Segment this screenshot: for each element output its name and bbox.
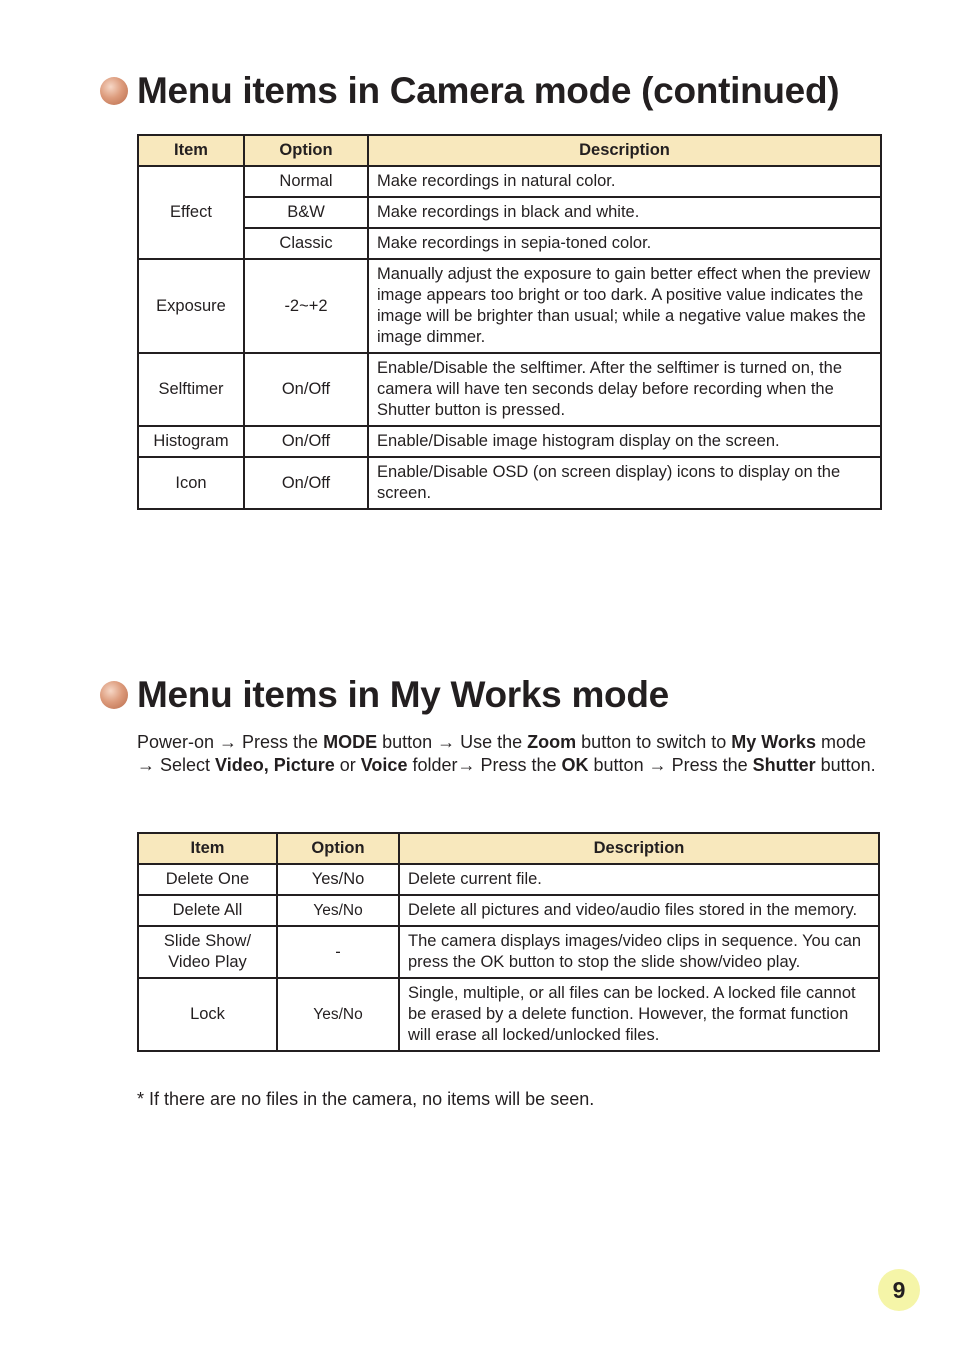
table-row [138, 864, 879, 895]
cell-item: Histogram [138, 426, 244, 457]
bullet-icon [100, 77, 128, 105]
table-header-row [138, 833, 879, 864]
table-row [138, 228, 881, 259]
cell-option: B&W [244, 197, 368, 228]
header-item: Item [138, 135, 244, 166]
footnote: * If there are no files in the camera, no items will be seen. [137, 1089, 595, 1109]
camera-section-title: Menu items in Camera mode (continued) [137, 70, 840, 111]
instruction-bold: My Works [731, 732, 816, 752]
header-description: Description [399, 833, 879, 864]
cell-item: Selftimer [138, 353, 244, 426]
instruction-text: button. [815, 755, 876, 775]
cell-description: Single, multiple, or all files can be locked. A locked file cannot be erased by a delete function. However, the format function will erase all locked/unlocked files. [399, 978, 879, 1051]
instruction-text: or [334, 755, 361, 775]
table-row [138, 166, 881, 197]
table-row [138, 197, 881, 228]
cell-item: Exposure [138, 259, 244, 353]
instruction-bold: Shutter [752, 755, 816, 775]
cell-item [138, 864, 277, 895]
cell-description: Make recordings in sepia-toned color. [368, 228, 881, 259]
cell-item [138, 926, 277, 978]
table-row [138, 895, 879, 926]
table-header-row [138, 135, 881, 166]
instruction-bold: Video, Picture [215, 755, 335, 775]
cell-description: The camera displays images/video clips in sequence. You can press the OK button to stop the slide show/video play. [399, 926, 879, 978]
myworks-menu-table [137, 832, 880, 1052]
table-row [138, 457, 881, 509]
cell-option: On/Off [244, 353, 368, 426]
instruction-text: button to switch to [576, 732, 732, 752]
cell-item-line: Delete One [165, 870, 250, 888]
cell-description: Delete all pictures and video/audio files stored in the memory. [399, 895, 879, 926]
cell-option: Classic [244, 228, 368, 259]
camera-menu-table [137, 134, 882, 510]
bullet-icon [100, 681, 128, 709]
cell-item-line: Lock [190, 1005, 225, 1023]
table-row [138, 978, 879, 1051]
instruction-bold: Zoom [527, 732, 577, 752]
instruction-bold: OK [561, 755, 589, 775]
cell-description: Enable/Disable the selftimer. After the selftimer is turned on, the camera will have ten seconds delay before recording when the Shutter button is pressed. [368, 353, 881, 426]
cell-item [138, 895, 277, 926]
instruction-text: button → Use the [377, 732, 528, 752]
instruction-text: button → Press the [588, 755, 753, 775]
cell-option: Yes/No [277, 895, 399, 926]
cell-item: Effect [138, 166, 244, 259]
camera-section-heading [100, 70, 839, 112]
cell-description: Delete current file. [399, 864, 879, 895]
cell-option: Yes/No [277, 978, 399, 1051]
cell-description: Manually adjust the exposure to gain better effect when the preview image appears too bright or too dark. A positive value indicates the image will be brighter than usual; while a negative value makes the image dimmer. [368, 259, 881, 353]
instruction-bold: Voice [360, 755, 408, 775]
header-option: Option [244, 135, 368, 166]
cell-option: On/Off [244, 426, 368, 457]
table-row [138, 426, 881, 457]
instruction-text: Power-on → Press the [137, 732, 324, 752]
cell-option: On/Off [244, 457, 368, 509]
page-number: 9 [878, 1269, 920, 1311]
cell-option: -2~+2 [244, 259, 368, 353]
myworks-instructions [137, 731, 877, 777]
cell-item: Icon [138, 457, 244, 509]
header-item: Item [138, 833, 277, 864]
myworks-section-heading [100, 674, 669, 716]
header-description: Description [368, 135, 881, 166]
table-row [138, 353, 881, 426]
cell-item-line: Slide Show/ [163, 932, 252, 950]
cell-item [138, 978, 277, 1051]
instruction-text: mode → Select [137, 732, 866, 775]
header-option: Option [277, 833, 399, 864]
cell-description: Make recordings in black and white. [368, 197, 881, 228]
instruction-bold: MODE [323, 732, 378, 752]
cell-description: Make recordings in natural color. [368, 166, 881, 197]
instruction-text: folder→ Press the [407, 755, 562, 775]
cell-item-line: Video Play [168, 953, 247, 971]
myworks-section-title: Menu items in My Works mode [137, 674, 669, 715]
cell-description: Enable/Disable OSD (on screen display) icons to display on the screen. [368, 457, 881, 509]
cell-option: - [277, 926, 399, 978]
cell-option: Yes/No [277, 864, 399, 895]
table-row [138, 926, 879, 978]
cell-item-line: Delete All [172, 901, 243, 919]
cell-option: Normal [244, 166, 368, 197]
table-row [138, 259, 881, 353]
cell-description: Enable/Disable image histogram display on the screen. [368, 426, 881, 457]
